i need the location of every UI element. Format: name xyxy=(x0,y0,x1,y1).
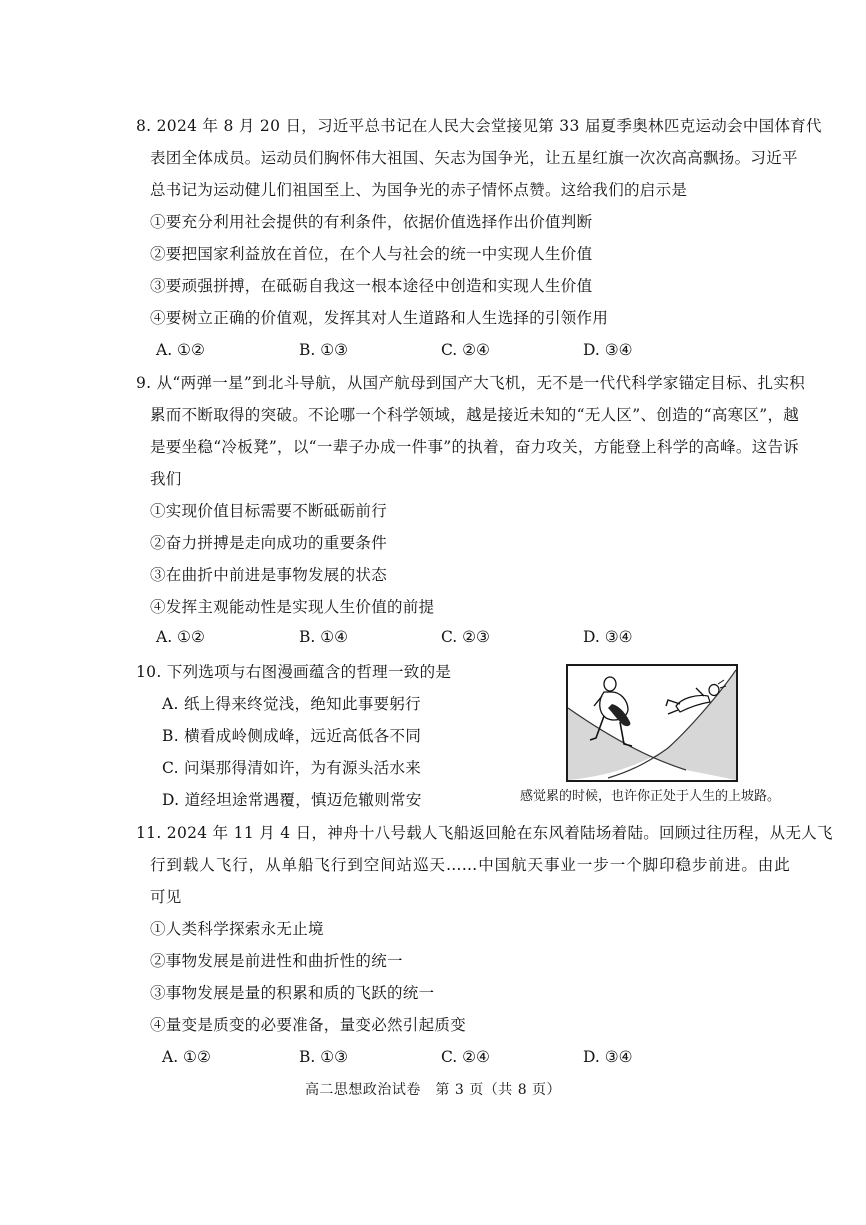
q9-stem-line-2: 累而不断取得的突破。不论哪一个科学领域，越是接近未知的“无人区”、创造的“高寒区”，越 xyxy=(150,406,800,424)
q11-statement-1: ①人类科学探索永无止境 xyxy=(150,920,324,938)
q8-stem-line-1: 8. 2024 年 8 月 20 日，习近平总书记在人民大会堂接见第 33 届夏季奥林匹克运动会中国体育代 xyxy=(136,117,822,135)
q9-statement-4: ④发挥主观能动性是实现人生价值的前提 xyxy=(150,598,435,616)
page-footer: 高二思想政治试卷 第 3 页（共 8 页） xyxy=(304,1082,562,1098)
q11-stem-line-1: 11. 2024 年 11 月 4 日，神舟十八号载人飞船返回舱在东风着陆场着陆。回顾过往历程，从无人飞 xyxy=(136,824,833,842)
q9-choice-a[interactable]: A. ①② xyxy=(156,628,205,646)
q10-stem: 10. 下列选项与右图漫画蕴含的哲理一致的是 xyxy=(136,663,452,681)
q10-option-b[interactable]: B. 横看成岭侧成峰，远近高低各不同 xyxy=(162,727,422,745)
q10-option-d[interactable]: D. 道经坦途常遇覆，慎迈危辙则常安 xyxy=(162,791,422,809)
q11-choice-d[interactable]: D. ③④ xyxy=(583,1048,633,1066)
q8-statement-4: ④要树立正确的价值观，发挥其对人生道路和人生选择的引领作用 xyxy=(150,309,609,327)
q11-stem-line-3: 可见 xyxy=(150,888,182,906)
q11-choice-a[interactable]: A. ①② xyxy=(162,1048,211,1066)
q11-statement-3: ③事物发展是量的积累和质的飞跃的统一 xyxy=(150,984,435,1002)
q8-choice-d[interactable]: D. ③④ xyxy=(583,341,633,359)
cartoon-drawing xyxy=(568,666,736,780)
q9-statement-3: ③在曲折中前进是事物发展的状态 xyxy=(150,566,388,584)
q8-statement-1: ①要充分利用社会提供的有利条件，依据价值选择作出价值判断 xyxy=(150,213,593,231)
q8-stem-line-2: 表团全体成员。运动员们胸怀伟大祖国、矢志为国争光，让五星红旗一次次高高飘扬。习近平 xyxy=(150,149,798,167)
q9-statement-1: ①实现价值目标需要不断砥砺前行 xyxy=(150,502,388,520)
q11-choice-b[interactable]: B. ①③ xyxy=(299,1048,349,1066)
q8-choice-a[interactable]: A. ①② xyxy=(156,341,205,359)
q11-statement-4: ④量变是质变的必要准备，量变必然引起质变 xyxy=(150,1016,467,1034)
q11-choice-c[interactable]: C. ②④ xyxy=(441,1048,490,1066)
q9-choice-d[interactable]: D. ③④ xyxy=(583,628,633,646)
q9-choice-b[interactable]: B. ①④ xyxy=(299,628,349,646)
q9-stem-line-1: 9. 从“两弹一星”到北斗导航，从国产航母到国产大飞机，无不是一代代科学家锚定目标、扎实积 xyxy=(136,374,806,392)
q8-stem-line-3: 总书记为运动健儿们祖国至上、为国争光的赤子情怀点赞。这给我们的启示是 xyxy=(150,181,688,199)
q10-option-a[interactable]: A. 纸上得来终觉浅，绝知此事要躬行 xyxy=(162,695,421,713)
q8-statement-2: ②要把国家利益放在首位，在个人与社会的统一中实现人生价值 xyxy=(150,245,593,263)
q10-option-c[interactable]: C. 问渠那得清如许，为有源头活水来 xyxy=(162,759,422,777)
q9-stem-line-4: 我们 xyxy=(150,470,182,488)
q8-choice-c[interactable]: C. ②④ xyxy=(441,341,490,359)
q11-stem-line-2: 行到载人飞行，从单船飞行到空间站巡天……中国航天事业一步一个脚印稳步前进。由此 xyxy=(150,856,790,874)
q9-stem-line-3: 是要坐稳“冷板凳”，以“一辈子办成一件事”的执着，奋力攻关，方能登上科学的高峰。这告诉 xyxy=(150,438,800,456)
cartoon-caption: 感觉累的时候，也许你正处于人生的上坡路。 xyxy=(520,789,781,804)
q8-statement-3: ③要顽强拼搏，在砥砺自我这一根本途径中创造和实现人生价值 xyxy=(150,277,593,295)
uphill-cartoon-image xyxy=(566,664,738,782)
q11-statement-2: ②事物发展是前进性和曲折性的统一 xyxy=(150,952,403,970)
q9-statement-2: ②奋力拼搏是走向成功的重要条件 xyxy=(150,534,388,552)
q9-choice-c[interactable]: C. ②③ xyxy=(441,628,490,646)
q8-choice-b[interactable]: B. ①③ xyxy=(299,341,349,359)
